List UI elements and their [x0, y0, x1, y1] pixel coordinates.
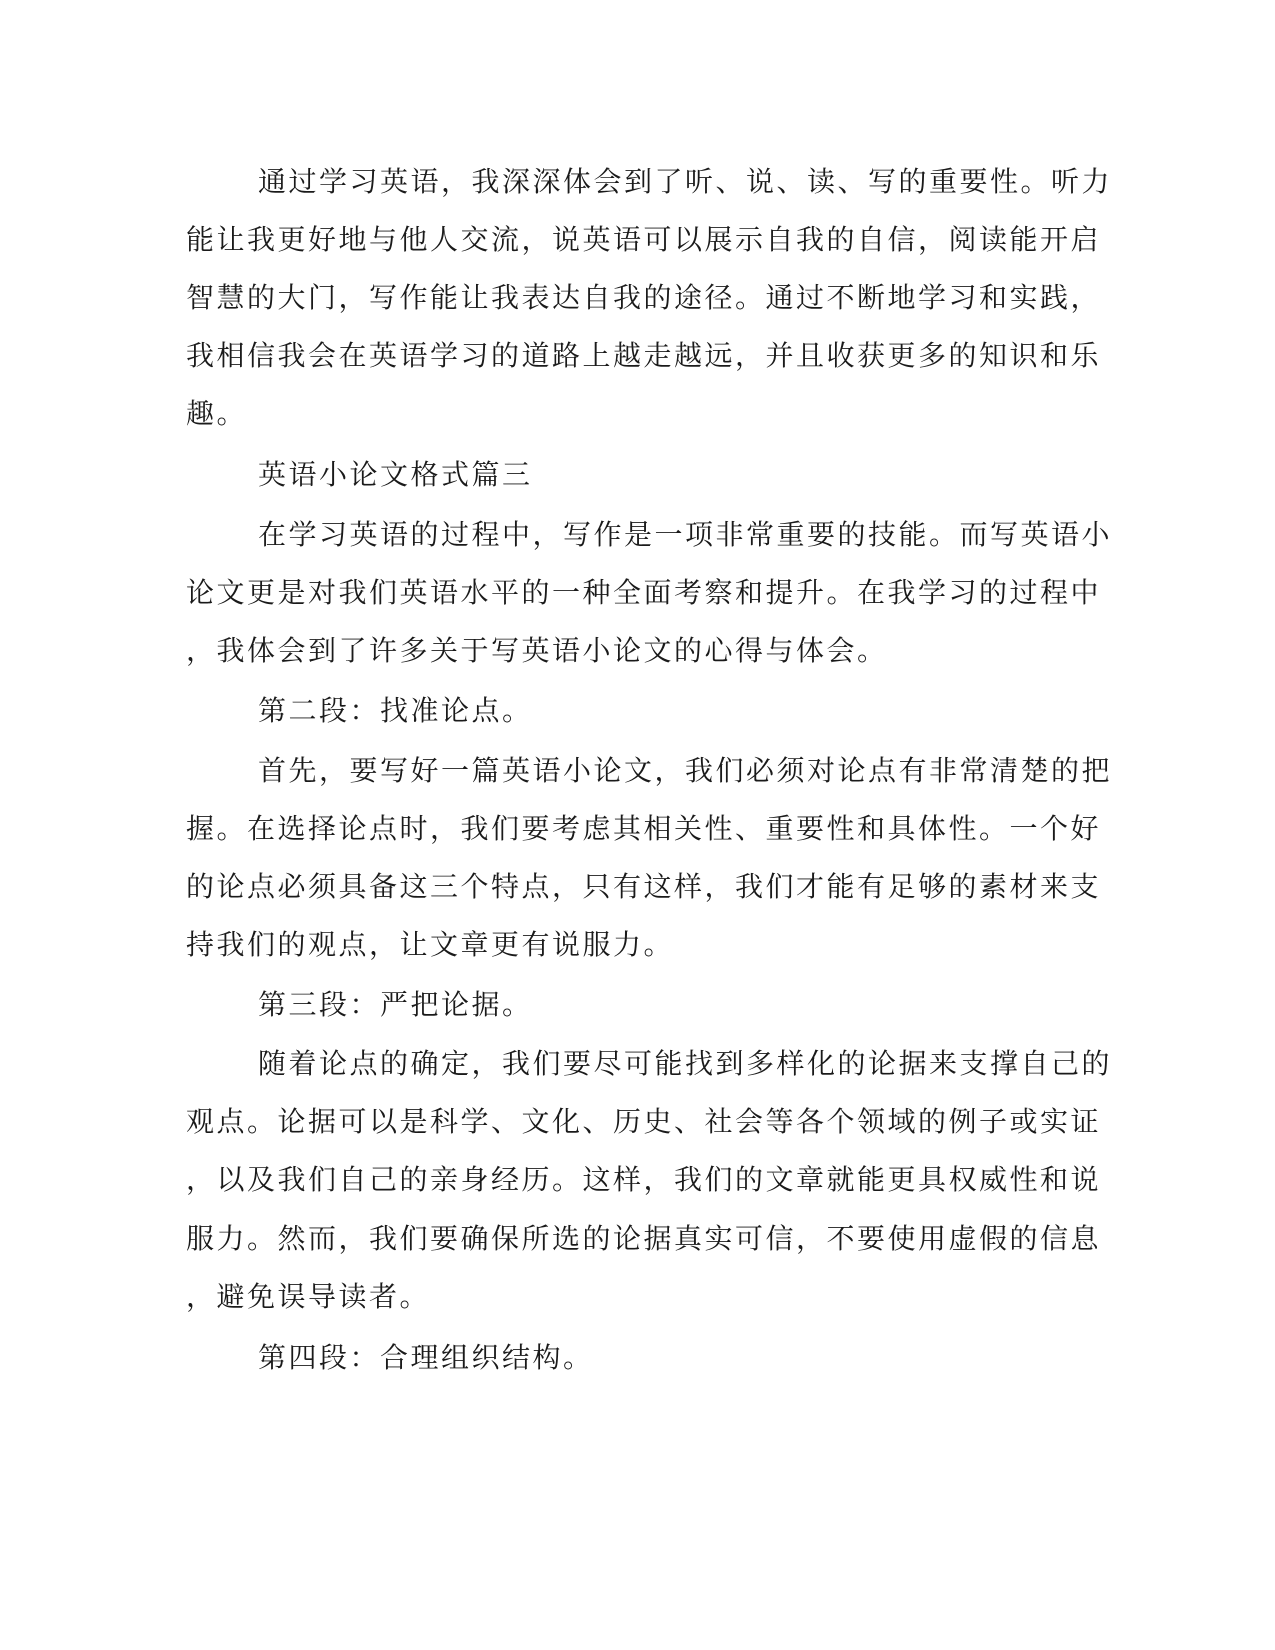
text-line: 论文更是对我们英语水平的一种全面考察和提升。在我学习的过程中 — [186, 576, 1102, 609]
text-line: ，以及我们自己的亲身经历。这样，我们的文章就能更具权威性和说 — [186, 1163, 1102, 1196]
paragraph-heading: 第四段：合理组织结构。 — [258, 1341, 594, 1374]
section-heading: 英语小论文格式篇三 — [258, 458, 533, 491]
text-line: 服力。然而，我们要确保所选的论据真实可信，不要使用虚假的信息 — [186, 1222, 1102, 1255]
text-line: 在学习英语的过程中，写作是一项非常重要的技能。而写英语小 — [258, 518, 1113, 551]
text-line: ，我体会到了许多关于写英语小论文的心得与体会。 — [186, 634, 888, 667]
text-line: ，避免误导读者。 — [186, 1280, 431, 1313]
paragraph-heading: 第二段：找准论点。 — [258, 694, 533, 727]
text-line: 能让我更好地与他人交流，说英语可以展示自我的自信，阅读能开启 — [186, 223, 1102, 256]
text-line: 首先，要写好一篇英语小论文，我们必须对论点有非常清楚的把 — [258, 754, 1113, 787]
text-line: 趣。 — [186, 397, 248, 430]
text-line: 我相信我会在英语学习的道路上越走越远，并且收获更多的知识和乐 — [186, 339, 1102, 372]
text-line: 观点。论据可以是科学、文化、历史、社会等各个领域的例子或实证 — [186, 1105, 1102, 1138]
text-line: 持我们的观点，让文章更有说服力。 — [186, 928, 675, 961]
text-line: 握。在选择论点时，我们要考虑其相关性、重要性和具体性。一个好 — [186, 812, 1102, 845]
text-line: 的论点必须具备这三个特点，只有这样，我们才能有足够的素材来支 — [186, 870, 1102, 903]
text-line: 随着论点的确定，我们要尽可能找到多样化的论据来支撑自己的 — [258, 1047, 1113, 1080]
text-line: 通过学习英语，我深深体会到了听、说、读、写的重要性。听力 — [258, 165, 1113, 198]
text-line: 智慧的大门，写作能让我表达自我的途径。通过不断地学习和实践， — [186, 281, 1102, 314]
paragraph-heading: 第三段：严把论据。 — [258, 988, 533, 1021]
